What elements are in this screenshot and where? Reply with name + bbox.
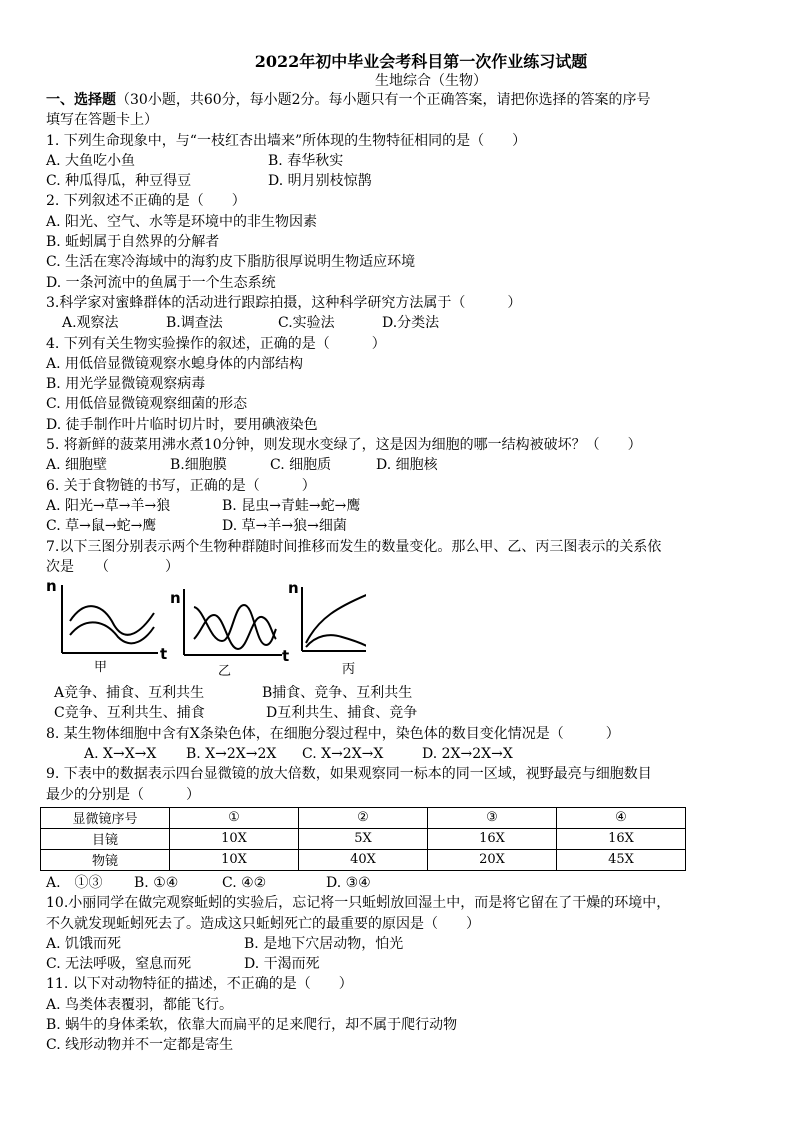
q11-option-b: B. 蜗牛的身体柔软，依靠大而扁平的足来爬行，却不属于爬行动物 [46, 1016, 458, 1033]
q2-option-b: B. 蚯蚓属于自然界的分解者 [46, 234, 220, 251]
q5-option-b: B.细胞膜 [170, 457, 227, 474]
q5-option-a: A. 细胞壁 [46, 457, 108, 474]
table-cell: 40X [299, 849, 428, 870]
q7-axis-t-1: t [160, 645, 168, 664]
q7-option-c: C竞争、互利共生、捕食 [54, 705, 205, 722]
q7-axis-t-2: t [282, 647, 290, 666]
q7-graph-figure [46, 579, 366, 683]
q1-option-c: C. 种瓜得瓜，种豆得豆 [46, 173, 192, 190]
q5-stem: 5. 将新鲜的菠菜用沸水煮10分钟，则发现水变绿了，这是因为细胞的哪一结构被破坏？（ ） [46, 437, 642, 454]
microscope-table [40, 807, 686, 871]
q11-stem: 11. 以下对动物特征的描述，不正确的是（ ） [46, 976, 353, 993]
q10-options-cd [46, 954, 756, 974]
q10-option-a: A. 饥饿而死 [46, 935, 122, 952]
table-header-cell: ③ [428, 807, 557, 828]
q6-options-ab [46, 496, 756, 516]
table-header-cell: ④ [557, 807, 686, 828]
table-row [41, 828, 686, 849]
q1-option-a: A. 大鱼吃小鱼 [46, 152, 136, 169]
q9-option-a: A. ①③ [46, 874, 103, 891]
q8-options [46, 744, 756, 764]
q7-options-ab [46, 683, 756, 703]
q7-graph-label-2: 乙 [218, 664, 232, 680]
table-row [41, 807, 686, 828]
table-cell: 10X [170, 828, 299, 849]
q3-option-a: A.观察法 [62, 315, 119, 332]
q4-option-a: A. 用低倍显微镜观察水螅身体的内部结构 [46, 355, 304, 372]
q3-option-b: B.调查法 [166, 315, 223, 332]
table-cell: 45X [557, 849, 686, 870]
q10-option-c: C. 无法呼吸，窒息而死 [46, 956, 192, 973]
q3-option-c: C.实验法 [278, 315, 335, 332]
q6-option-a: A. 阳光→草→羊→狼 [46, 497, 171, 514]
q6-options-cd [46, 516, 756, 536]
q4-option-c: C. 用低倍显微镜观察细菌的形态 [46, 396, 248, 413]
q7-stem-2: 次是 （ ） [46, 558, 179, 575]
q5-options [46, 455, 756, 475]
q7-graph-label-1: 甲 [94, 660, 108, 676]
q1-option-b: B. 春华秋实 [268, 152, 344, 169]
q5-option-c: C. 细胞质 [270, 457, 332, 474]
q8-option-d: D. 2X→2X→X [422, 746, 513, 763]
table-cell: 物镜 [41, 849, 170, 870]
q6-stem: 6. 关于食物链的书写，正确的是（ ） [46, 477, 316, 494]
table-cell: 16X [557, 828, 686, 849]
q1-options-cd [46, 171, 756, 191]
q4-option-d: D. 徒手制作叶片临时切片时，要用碘液染色 [46, 416, 318, 433]
page-subtitle: 生地综合（生物） [375, 73, 487, 89]
table-row [41, 849, 686, 870]
q9-option-c: C. ④② [222, 874, 267, 891]
q7-axis-n-2: n [170, 589, 181, 608]
q2-option-a: A. 阳光、空气、水等是环境中的非生物因素 [46, 213, 318, 230]
q10-stem-2: 不久就发现蚯蚓死去了。造成这只蚯蚓死亡的最重要的原因是（ ） [46, 915, 480, 932]
q7-graph-label-3: 丙 [342, 662, 356, 678]
q2-option-c: C. 生活在寒冷海域中的海豹皮下脂肪很厚说明生物适应环境 [46, 254, 416, 271]
q7-graphs [46, 579, 756, 683]
q10-options-ab [46, 934, 756, 954]
table-header-cell: ① [170, 807, 299, 828]
q8-stem: 8. 某生物体细胞中含有X条染色体，在细胞分裂过程中，染色体的数目变化情况是（ ） [46, 725, 620, 742]
q10-stem: 10.小丽同学在做完观察蚯蚓的实验后，忘记将一只蚯蚓放回湿土中，而是将它留在了干燥的环境中， [46, 895, 671, 912]
q10-option-d: D. 干渴而死 [244, 956, 320, 973]
q1-option-d: D. 明月别枝惊鹊 [268, 173, 372, 190]
q7-option-b: B捕食、竞争、互利共生 [262, 685, 413, 702]
table-cell: 20X [428, 849, 557, 870]
q3-option-d: D.分类法 [382, 315, 440, 332]
q9-option-b: B. ①④ [134, 874, 179, 891]
section-desc-2: 填写在答题卡上） [46, 112, 158, 129]
q3-stem: 3.科学家对蜜蜂群体的活动进行跟踪拍摄，这种科学研究方法属于（ ） [46, 294, 522, 311]
q6-option-b: B. 昆虫→青蛙→蛇→鹰 [222, 497, 361, 514]
q8-option-a: A. X→X→X [84, 746, 157, 763]
q8-option-b: B. X→2X→2X [186, 746, 277, 763]
q7-option-a: A竞争、捕食、互利共生 [54, 685, 205, 702]
q11-option-c: C. 线形动物并不一定都是寄生 [46, 1037, 234, 1054]
section-desc: （30小题，共60分，每小题2分。每小题只有一个正确答案，请把你选择的答案的序号 [116, 92, 651, 108]
q7-stem: 7.以下三图分别表示两个生物种群随时间推移而发生的数量变化。那么甲、乙、丙三图表示的关系依 [46, 538, 662, 555]
q3-options [46, 313, 756, 333]
section-heading [46, 90, 756, 110]
section-label: 一、选择题 [46, 92, 116, 108]
q9-options [46, 873, 756, 893]
page-title: 2022年初中毕业会考科目第一次作业练习试题 [254, 52, 588, 71]
q4-stem: 4. 下列有关生物实验操作的叙述，正确的是（ ） [46, 335, 386, 352]
q11-option-a: A. 鸟类体表覆羽，都能飞行。 [46, 996, 234, 1013]
q5-option-d: D. 细胞核 [376, 457, 438, 474]
q2-option-d: D. 一条河流中的鱼属于一个生态系统 [46, 274, 276, 291]
q4-option-b: B. 用光学显微镜观察病毒 [46, 376, 206, 393]
q9-option-d: D. ③④ [326, 874, 371, 891]
table-cell: 10X [170, 849, 299, 870]
q1-stem: 1. 下列生命现象中，与“一枝红杏出墙来”所体现的生物特征相同的是（ ） [46, 132, 527, 149]
table-cell: 目镜 [41, 828, 170, 849]
q8-option-c: C. X→2X→X [302, 746, 384, 763]
q6-option-c: C. 草→鼠→蛇→鹰 [46, 518, 157, 535]
table-cell: 16X [428, 828, 557, 849]
q7-axis-n-1: n [46, 579, 57, 596]
table-header-cell: ② [299, 807, 428, 828]
q9-stem-2: 最少的分别是（ ） [46, 786, 200, 803]
q7-option-d: D互利共生、捕食、竞争 [266, 705, 418, 722]
table-cell: 5X [299, 828, 428, 849]
q1-options-ab [46, 151, 756, 171]
q6-option-d: D. 草→羊→狼→细菌 [222, 518, 347, 535]
exam-page [46, 52, 756, 1056]
q7-axis-n-3: n [288, 579, 299, 598]
q2-stem: 2. 下列叙述不正确的是（ ） [46, 193, 246, 210]
q10-option-b: B. 是地下穴居动物，怕光 [244, 935, 404, 952]
table-header-cell: 显微镜序号 [41, 807, 170, 828]
q7-options-cd [46, 703, 756, 723]
q9-stem: 9. 下表中的数据表示四台显微镜的放大倍数，如果观察同一标本的同一区域，视野最亮与细胞数目 [46, 766, 652, 783]
